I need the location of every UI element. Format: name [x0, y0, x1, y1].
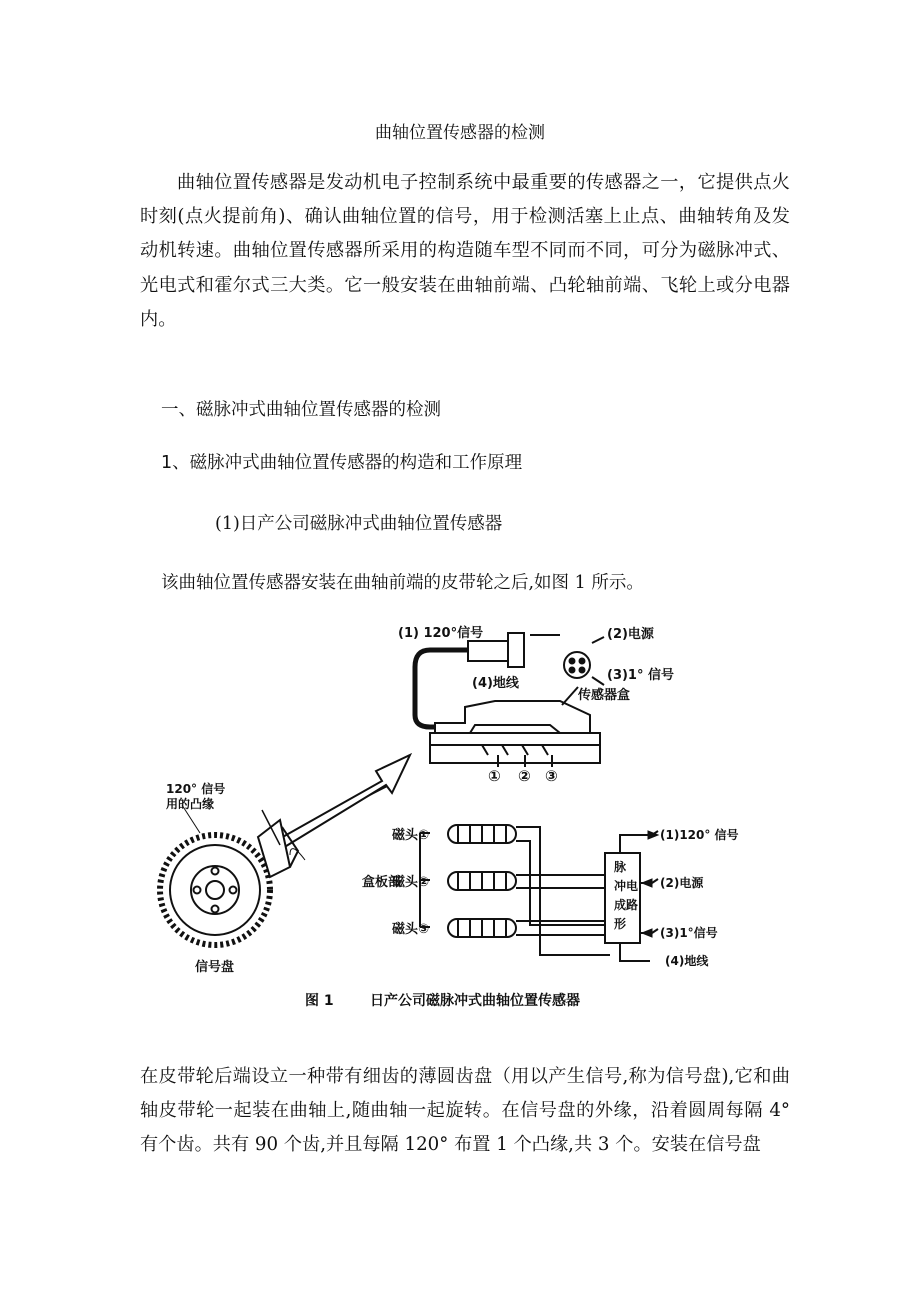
sensor-diagram [130, 605, 800, 1025]
document-title: 曲轴位置传感器的检测 [375, 123, 545, 143]
label-120-signal: (1) 120°信号 [398, 626, 484, 641]
label-num-3: ③ [545, 767, 558, 785]
circuit-char: 冲 [614, 879, 627, 893]
out-ground: (4)地线 [665, 954, 709, 968]
subsubsection-heading: (1)日产公司磁脉冲式曲轴位置传感器 [215, 514, 503, 534]
label-head-1: 磁头① [392, 828, 430, 843]
label-flange: 120° 信号 [166, 782, 226, 796]
body-paragraph: 在皮带轮后端设立一种带有细齿的薄圆齿盘（用以产生信号,称为信号盘),它和曲轴皮带轮一起装在曲轴上,随曲轴一起旋转。在信号盘的外缘，沿着圆周每隔 4° 有个齿。共有 90 个齿,并且每隔 120° 布置 1 个凸缘,共 3 个。安装在信号盘 [140, 1066, 790, 1156]
intro-paragraph: 曲轴位置传感器是发动机电子控制系统中最重要的传感器之一，它提供点火时刻(点火提前角)、确认曲轴位置的信号，用于检测活塞上止点、曲轴转角及发动机转速。曲轴位置传感器所采用的构造随车型不同而不同，可分为磁脉冲式、光电式和霍尔式三大类。它一般安装在曲轴前端、凸轮轴前端、飞轮上或分电器内。 [140, 172, 790, 330]
figure-caption-number: 图 1 [305, 993, 334, 1009]
label-sensor-box: 传感器盒 [578, 688, 631, 703]
circuit-char: 成 [614, 898, 627, 912]
label-base-board: 盒板部 [362, 875, 402, 890]
circuit-char: 路 [626, 898, 639, 912]
subsection-heading: 1、磁脉冲式曲轴位置传感器的构造和工作原理 [161, 453, 523, 473]
label-1deg-signal: (3)1° 信号 [607, 668, 674, 683]
section-heading: 一、磁脉冲式曲轴位置传感器的检测 [161, 400, 441, 420]
label-flange-2: 用的凸缘 [166, 797, 215, 811]
circuit-char: 电 [626, 879, 639, 893]
figure-intro-paragraph: 该曲轴位置传感器安装在曲轴前端的皮带轮之后,如图 1 所示。 [161, 573, 644, 593]
label-power: (2)电源 [607, 627, 654, 642]
out-1deg-signal: (3)1°信号 [660, 926, 718, 940]
circuit-char: 形 [614, 917, 627, 931]
label-num-2: ② [518, 767, 531, 785]
figure-1 [130, 605, 800, 1025]
circuit-char: 脉 [614, 860, 627, 874]
label-num-1: ① [488, 767, 501, 785]
out-power: (2)电源 [660, 876, 704, 890]
label-head-2: 磁头② [392, 875, 430, 890]
figure-caption-text: 日产公司磁脉冲式曲轴位置传感器 [370, 993, 580, 1009]
label-ground: (4)地线 [472, 676, 519, 691]
label-signal-disc: 信号盘 [195, 960, 235, 975]
label-head-3: 磁头③ [392, 922, 430, 937]
out-120-signal: (1)120° 信号 [660, 828, 739, 842]
